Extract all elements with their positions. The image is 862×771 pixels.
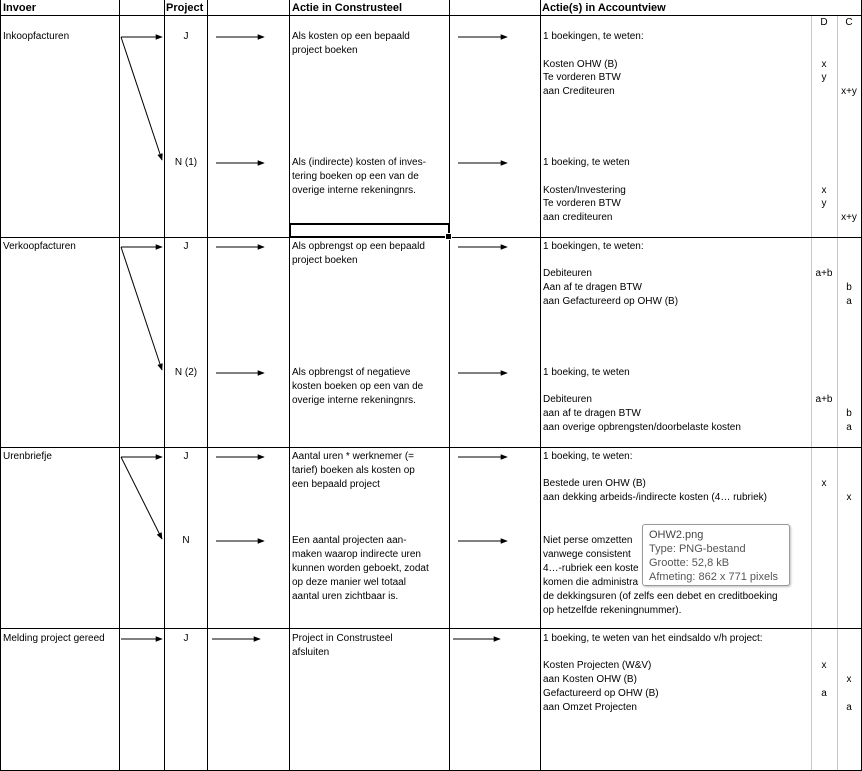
accountview-note-cell[interactable]: Niet perse omzetten vanwege consistent 4…-rubriek een koste komen die administra de dekkingsuren (of zelfs een debet en creditboeking op hetzelfde rekeningnummer). [543, 535, 778, 616]
entry-label[interactable]: aan Kosten OHW (B) [543, 674, 637, 685]
credit-value[interactable]: b [846, 282, 852, 293]
construsteel-cell[interactable]: Als opbrengst of negatieve kosten boeken op een van de overige interne rekeningnrs. [292, 367, 424, 406]
header-invoer: Invoer [3, 2, 37, 14]
entry-label[interactable]: aan Gefactureerd op OHW (B) [543, 296, 679, 307]
construsteel-cell[interactable]: Als opbrengst op een bepaald project boeken [292, 241, 425, 266]
invoer-cell[interactable]: Urenbriefje [3, 451, 52, 462]
project-cell[interactable]: J [183, 31, 189, 42]
credit-value[interactable]: a [846, 296, 852, 307]
credit-value[interactable]: a [846, 422, 852, 433]
project-cell[interactable]: N [182, 535, 190, 546]
credit-value[interactable]: x [846, 492, 852, 503]
debit-value[interactable]: y [821, 198, 827, 209]
arrow-line [121, 37, 162, 160]
tooltip-file-size: Grootte: 52,8 kB [649, 557, 730, 569]
arrow-line [121, 247, 162, 370]
accountview-cell[interactable]: 1 boeking, te weten: [543, 451, 633, 462]
entry-label[interactable]: Kosten/Investering [543, 185, 626, 196]
file-info-tooltip [642, 524, 790, 586]
debit-value[interactable]: x [821, 478, 827, 489]
entry-label[interactable]: Te vorderen BTW [543, 72, 621, 83]
entry-label[interactable]: aan crediteuren [543, 212, 613, 223]
header-actie-construsteel: Actie in Construsteel [292, 2, 403, 14]
entry-label[interactable]: Bestede uren OHW (B) [543, 478, 646, 489]
project-cell[interactable]: N (1) [174, 157, 198, 168]
invoer-cell[interactable]: Inkoopfacturen [3, 31, 70, 42]
column-c-label: C [845, 17, 853, 28]
entry-label[interactable]: Aan af te dragen BTW [543, 282, 642, 293]
header-project: Project [166, 2, 204, 14]
credit-value[interactable]: x [846, 674, 852, 685]
entry-label[interactable]: Debiteuren [543, 268, 592, 279]
project-cell[interactable]: J [183, 241, 189, 252]
fill-handle[interactable] [445, 233, 452, 240]
entry-label[interactable]: Debiteuren [543, 394, 592, 405]
credit-value[interactable]: x+y [841, 86, 857, 97]
credit-value[interactable]: a [846, 702, 852, 713]
tooltip-file-dimensions: Afmeting: 862 x 771 pixels [649, 571, 779, 583]
debit-value[interactable]: a+b [815, 268, 833, 279]
entry-label[interactable]: Kosten Projecten (W&V) [543, 660, 652, 671]
construsteel-cell[interactable]: Aantal uren * werknemer (= tarief) boeken als kosten op een bepaald project [292, 451, 415, 490]
debit-value[interactable]: a+b [815, 394, 833, 405]
construsteel-cell[interactable]: Een aantal projecten aan- maken waarop indirecte uren kunnen worden geboekt, zodat op deze manier wel totaal aantal uren zichtbaar is. [292, 535, 429, 602]
debit-value[interactable]: a [821, 688, 827, 699]
construsteel-cell[interactable]: Als (indirecte) kosten of inves- tering boeken op een van de overige interne rekeningnrs. [292, 157, 426, 196]
entry-label[interactable]: aan overige opbrengsten/doorbelaste kosten [543, 422, 741, 433]
invoer-cell[interactable]: Melding project gereed [3, 633, 105, 644]
accountview-cell[interactable]: 1 boeking, te weten [543, 367, 630, 378]
project-cell[interactable]: J [183, 451, 189, 462]
entry-label[interactable]: Gefactureerd op OHW (B) [543, 688, 659, 699]
accountview-cell[interactable]: 1 boekingen, te weten: [543, 241, 644, 252]
tooltip-file-name: OHW2.png [649, 529, 704, 541]
column-d-label: D [820, 17, 828, 28]
arrow-line [121, 457, 162, 539]
selected-cell[interactable] [289, 223, 450, 238]
project-cell[interactable]: N (2) [174, 367, 198, 378]
entry-label[interactable]: Te vorderen BTW [543, 198, 621, 209]
credit-value[interactable]: b [846, 408, 852, 419]
entry-label[interactable]: aan Crediteuren [543, 86, 615, 97]
construsteel-cell[interactable]: Als kosten op een bepaald project boeken [292, 31, 410, 56]
accountview-cell[interactable]: 1 boeking, te weten van het eindsaldo v/h project: [543, 633, 763, 644]
header-actie-accountview: Actie(s) in Accountview [542, 2, 666, 14]
entry-label[interactable]: Kosten OHW (B) [543, 59, 618, 70]
entry-label[interactable]: aan af te dragen BTW [543, 408, 641, 419]
debit-value[interactable]: x [821, 660, 827, 671]
entry-label[interactable]: aan dekking arbeids-/indirecte kosten (4… rubriek) [543, 492, 767, 503]
debit-value[interactable]: y [821, 72, 827, 83]
accountview-cell[interactable]: 1 boekingen, te weten: [543, 31, 644, 42]
accountview-cell[interactable]: 1 boeking, te weten [543, 157, 630, 168]
credit-value[interactable]: x+y [841, 212, 857, 223]
project-cell[interactable]: J [183, 633, 189, 644]
tooltip-file-type: Type: PNG-bestand [649, 543, 746, 555]
invoer-cell[interactable]: Verkoopfacturen [3, 241, 76, 252]
debit-value[interactable]: x [821, 185, 827, 196]
entry-label[interactable]: aan Omzet Projecten [543, 702, 637, 713]
construsteel-cell[interactable]: Project in Construsteel afsluiten [292, 633, 393, 658]
debit-value[interactable]: x [821, 59, 827, 70]
